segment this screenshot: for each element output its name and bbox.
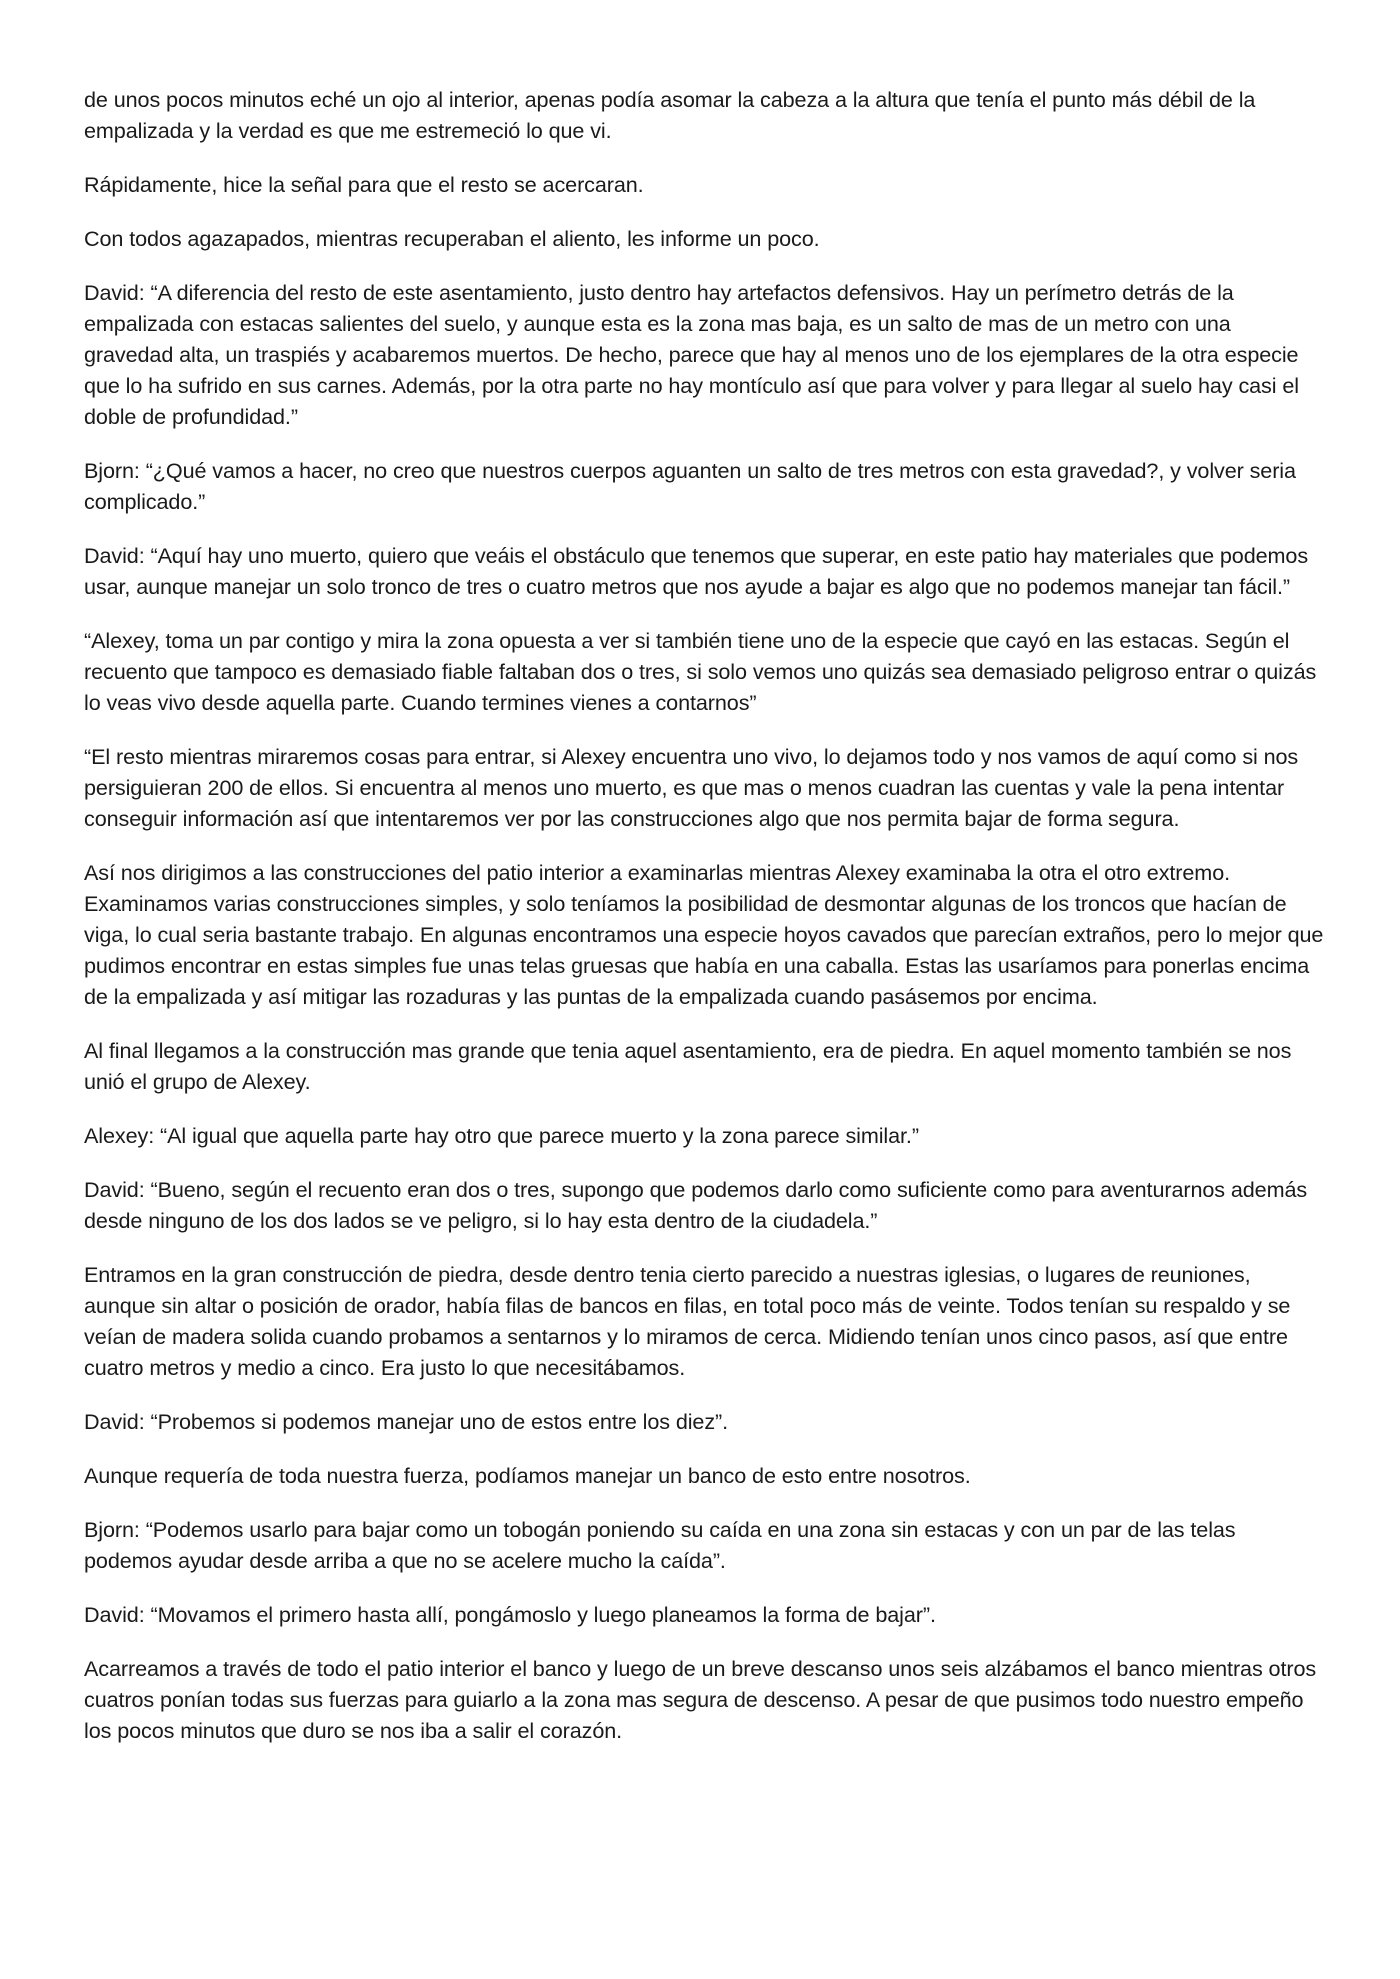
paragraph: Así nos dirigimos a las construcciones del patio interior a examinarlas mientras Alexey examinaba la otra el otro extremo. Examinamos varias construcciones simples, y solo teníamos la posibilidad de desmontar algunas de los troncos que hacían de viga, lo cual seria bastante trabajo. En algunas encontramos una especie hoyos cavados que parecían extraños, pero lo mejor que pudimos encontrar en estas simples fue unas telas gruesas que había en una caballa. Estas las usaríamos para ponerlas encima de la empalizada y así mitigar las rozaduras y las puntas de la empalizada cuando pasásemos por encima. xyxy=(84,860,1324,1009)
paragraph: Bjorn: “Podemos usarlo para bajar como un tobogán poniendo su caída en una zona sin estacas y con un par de las telas podemos ayudar desde arriba a que no se acelere mucho la caída”. xyxy=(84,1517,1236,1573)
paragraph: Con todos agazapados, mientras recuperaban el aliento, les informe un poco. xyxy=(84,226,820,251)
paragraph: Al final llegamos a la construcción mas grande que tenia aquel asentamiento, era de piedra. En aquel momento también se nos unió el grupo de Alexey. xyxy=(84,1038,1292,1094)
document-page xyxy=(84,84,1324,1769)
paragraph: David: “Bueno, según el recuento eran dos o tres, supongo que podemos darlo como suficiente como para aventurarnos además desde ninguno de los dos lados se ve peligro, si lo hay esta dentro de la ciudadela.” xyxy=(84,1177,1308,1233)
paragraph: David: “Aquí hay uno muerto, quiero que veáis el obstáculo que tenemos que superar, en este patio hay materiales que podemos usar, aunque manejar un solo tronco de tres o cuatro metros que nos ayude a bajar es algo que no podemos manejar tan fácil.” xyxy=(84,543,1309,599)
paragraph: David: “A diferencia del resto de este asentamiento, justo dentro hay artefactos defensivos. Hay un perímetro detrás de la empalizada con estacas salientes del suelo, y aunque esta es la zona mas baja, es un salto de mas de un metro con una gravedad alta, un traspiés y acabaremos muertos. De hecho, parece que hay al menos uno de los ejemplares de la otra especie que lo ha sufrido en sus carnes. Además, por la otra parte no hay montículo así que para volver y para llegar al suelo hay casi el doble de profundidad.” xyxy=(84,280,1299,429)
paragraph: Acarreamos a través de todo el patio interior el banco y luego de un breve descanso unos seis alzábamos el banco mientras otros cuatros ponían todas sus fuerzas para guiarlo a la zona mas segura de descenso. A pesar de que pusimos todo nuestro empeño los pocos minutos que duro se nos iba a salir el corazón. xyxy=(84,1656,1317,1743)
paragraph: Alexey: “Al igual que aquella parte hay otro que parece muerto y la zona parece similar.” xyxy=(84,1123,919,1148)
paragraph: “El resto mientras miraremos cosas para entrar, si Alexey encuentra uno vivo, lo dejamos todo y nos vamos de aquí como si nos persiguieran 200 de ellos. Si encuentra al menos uno muerto, es que mas o menos cuadran las cuentas y vale la pena intentar conseguir información así que intentaremos ver por las construcciones algo que nos permita bajar de forma segura. xyxy=(84,744,1299,831)
paragraph: Bjorn: “¿Qué vamos a hacer, no creo que nuestros cuerpos aguanten un salto de tres metros con esta gravedad?, y volver seria complicado.” xyxy=(84,458,1296,514)
paragraph: Aunque requería de toda nuestra fuerza, podíamos manejar un banco de esto entre nosotros. xyxy=(84,1463,971,1488)
paragraph: Rápidamente, hice la señal para que el resto se acercaran. xyxy=(84,172,644,197)
paragraph: Entramos en la gran construcción de piedra, desde dentro tenia cierto parecido a nuestras iglesias, o lugares de reuniones, aunque sin altar o posición de orador, había filas de bancos en filas, en total poco más de veinte. Todos tenían su respaldo y se veían de madera solida cuando probamos a sentarnos y lo miramos de cerca. Midiendo tenían unos cinco pasos, así que entre cuatro metros y medio a cinco. Era justo lo que necesitábamos. xyxy=(84,1262,1291,1380)
paragraph: “Alexey, toma un par contigo y mira la zona opuesta a ver si también tiene uno de la especie que cayó en las estacas. Según el recuento que tampoco es demasiado fiable faltaban dos o tres, si solo vemos uno quizás sea demasiado peligroso entrar o quizás lo veas vivo desde aquella parte. Cuando termines vienes a contarnos” xyxy=(84,628,1317,715)
paragraph: David: “Probemos si podemos manejar uno de estos entre los diez”. xyxy=(84,1409,729,1434)
paragraph: de unos pocos minutos eché un ojo al interior, apenas podía asomar la cabeza a la altura que tenía el punto más débil de la empalizada y la verdad es que me estremeció lo que vi. xyxy=(84,87,1256,143)
paragraph: David: “Movamos el primero hasta allí, pongámoslo y luego planeamos la forma de bajar”. xyxy=(84,1602,936,1627)
